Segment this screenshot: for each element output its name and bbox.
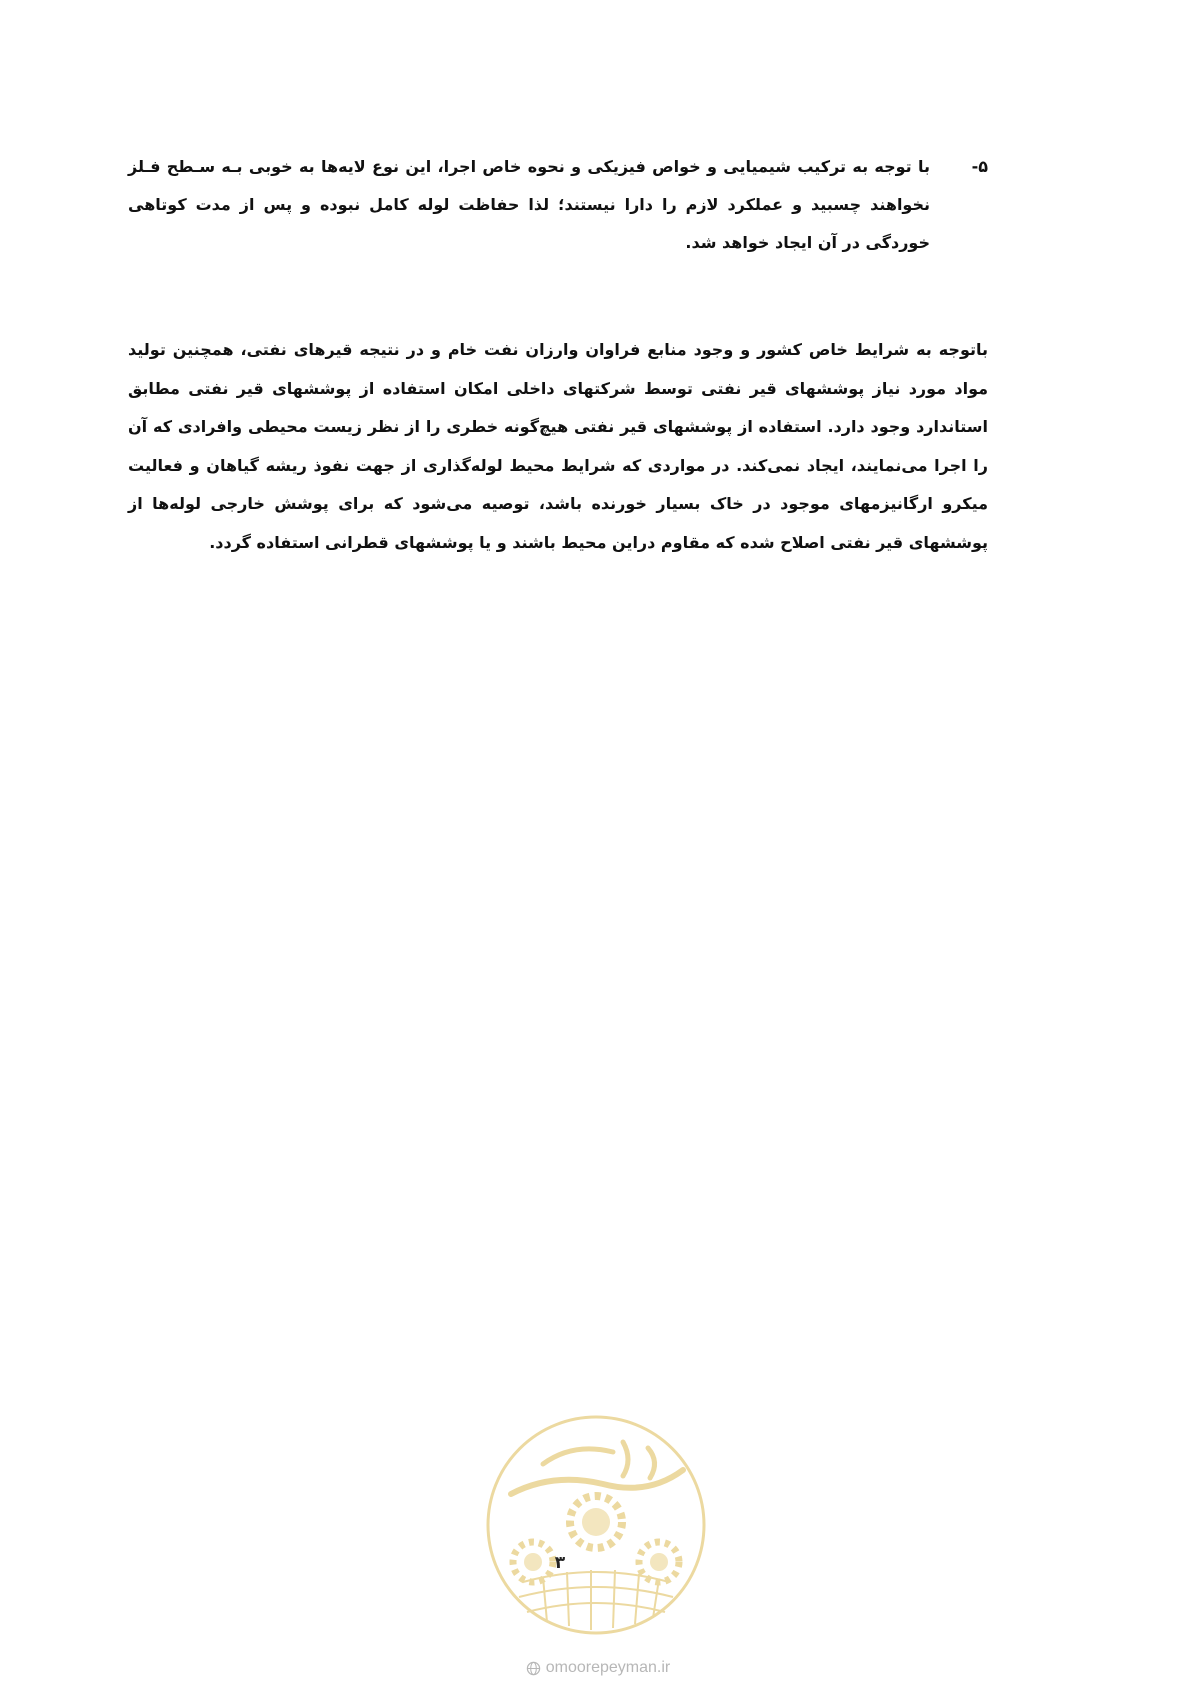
list-item-number: ۵- (971, 157, 988, 176)
page-number: ۳ (554, 1553, 566, 1573)
body-paragraph: باتوجه به شرایط خاص کشور و وجود منابع فراوان وارزان نفت خام و در نتیجه قیرهای نفتی، همچنین تولید مواد مورد نیاز پوششهای قیر نفتی توسط شرکتهای داخلی امکان استفاده از پوششهای قیر نفتی مطابق استاندارد وجود دارد. استفاده از پوششهای قیر نفتی هیچ‌گونه خطری را از نظر زیست محیطی وافرادی که آن را اجرا می‌نمایند، ایجاد نمی‌کند. در مواردی که شرایط محیط لوله‌گذاری از جهت نفوذ ریشه گیاهان و فعالیت میکرو ارگانیزمهای موجود در خاک بسیار خورنده باشد، توصیه می‌شود که برای پوشش خارجی لوله‌ها از پوششهای قیر نفتی اصلاح شده که مقاوم دراین محیط باشند و یا پوششهای قطرانی استفاده گردد. (128, 340, 988, 552)
watermark-seal (483, 1412, 709, 1638)
globe-icon (526, 1661, 541, 1676)
watermark-site-text: omoorepeyman.ir (545, 1659, 671, 1676)
watermark-site (488, 1656, 708, 1680)
list-item-text: با توجه به ترکیب شیمیایی و خواص فیزیکی و نحوه خاص اجرا، این نوع لایه‌ها به خوبی بـه سـطح فـلز نخواهند چسبید و عملکرد لازم را دارا نیستند؛ لذا حفاظت لوله کامل نبوده و پس از مدت کوتاهی خوردگی در آن ایجاد خواهد شد. (128, 157, 930, 252)
list-item-5 (128, 148, 988, 262)
